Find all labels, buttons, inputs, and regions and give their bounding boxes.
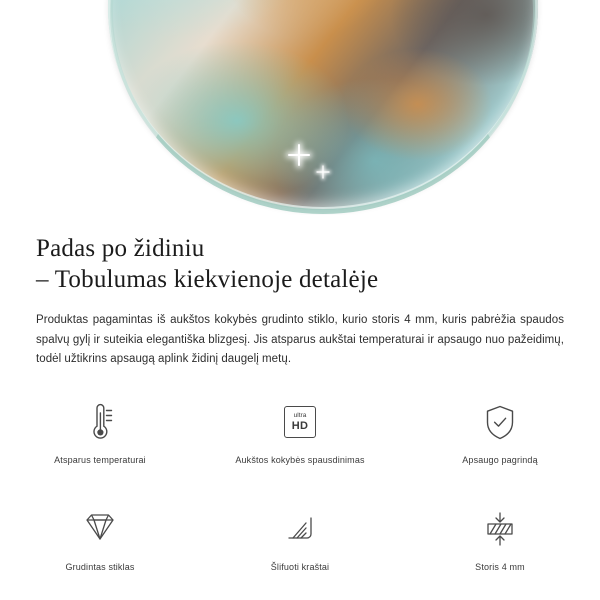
feature-row-divider <box>0 466 600 500</box>
polished-edges-icon <box>280 506 320 552</box>
feature-label: Apsaugo pagrindą <box>462 455 538 465</box>
hero-image <box>0 0 600 215</box>
feature-item-print-quality <box>200 393 400 466</box>
product-description: Produktas pagamintas iš aukštos kokybės grudinto stiklo, kurio storis 4 mm, kuris pabrėžia spaudos spalvų gylį ir suteikia elegantiška blizgesį. Jis atsparus aukštai temperaturai ir apsaugo nuo pažeidimų, todėl užtikrins apsaugą aplink židinį daugelį metų. <box>36 314 564 365</box>
page-title <box>0 215 600 295</box>
shield-check-icon <box>481 399 519 445</box>
feature-item-polished-edges <box>200 500 400 573</box>
feature-label: Storis 4 mm <box>475 562 525 572</box>
text-content <box>0 215 600 370</box>
feature-item-tempered-glass <box>0 500 200 573</box>
thickness-arrows-icon <box>480 506 520 552</box>
page-title-line-2: – Tobulumas kiekvienoje detalėje <box>36 266 379 293</box>
feature-label: Grudintas stiklas <box>65 562 135 572</box>
feature-item-thickness <box>400 500 600 573</box>
feature-row-bottom <box>0 500 600 573</box>
feature-label: Aukštos kokybės spausdinimas <box>235 455 365 465</box>
ultra-hd-badge-top: ultra <box>293 412 307 420</box>
feature-item-surface-protection <box>400 393 600 466</box>
feature-list <box>0 393 600 573</box>
thermometer-icon <box>80 399 120 445</box>
page-title-line-1: Padas po židiniu <box>36 235 205 262</box>
feature-item-temperature <box>0 393 200 466</box>
diamond-icon <box>79 506 121 552</box>
feature-label: Atsparus temperaturai <box>54 455 146 465</box>
feature-row-top <box>0 393 600 466</box>
round-glass-panel-image <box>108 0 538 210</box>
ultra-hd-badge-bottom: HD <box>291 419 309 432</box>
feature-label: Šlifuoti kraštai <box>270 562 330 572</box>
ultra-hd-icon <box>284 399 316 445</box>
